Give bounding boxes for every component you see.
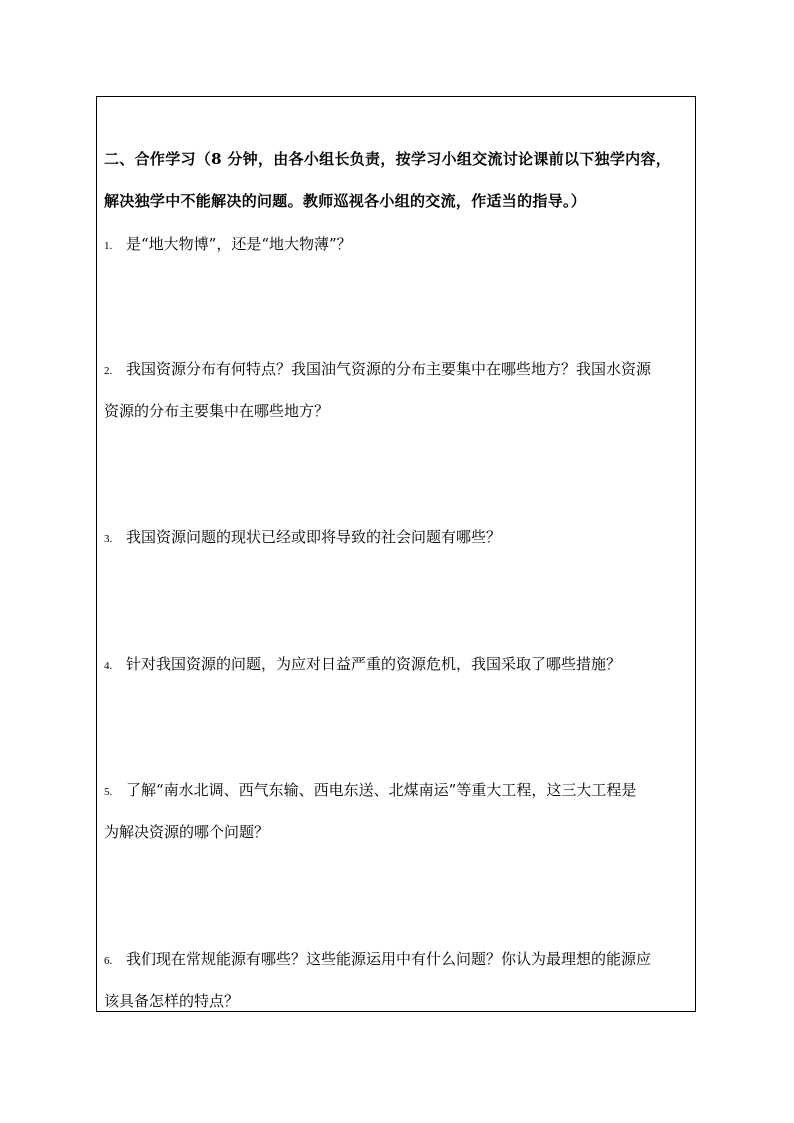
question-6 <box>104 949 651 971</box>
question-6-text: 我们现在常规能源有哪些？这些能源运用中有什么问题？你认为最理想的能源应 <box>126 950 652 968</box>
question-5-text: 了解“南水北调、西气东输、西电东送、北煤南运”等重大工程，这三大工程是 <box>126 781 637 799</box>
question-2-number: 2. <box>104 365 113 377</box>
question-2 <box>104 359 651 381</box>
question-5 <box>104 780 636 802</box>
question-2-text: 我国资源分布有何特点？我国油气资源的分布主要集中在哪些地方？我国水资源 <box>126 360 652 378</box>
question-1 <box>104 234 352 256</box>
question-5-continued: 为解决资源的哪个问题？ <box>104 823 270 841</box>
question-1-text: 是“地大物博”，还是“地大物薄”？ <box>126 235 352 253</box>
question-4 <box>104 654 621 676</box>
question-3-number: 3. <box>104 533 113 545</box>
question-1-number: 1. <box>104 240 113 252</box>
question-6-number: 6. <box>104 955 113 967</box>
section-heading-line-2: 解决独学中不能解决的问题。教师巡视各小组的交流，作适当的指导。） <box>104 192 587 210</box>
question-5-number: 5. <box>104 786 113 798</box>
question-4-text: 针对我国资源的问题，为应对日益严重的资源危机，我国采取了哪些措施？ <box>126 655 622 673</box>
question-3 <box>104 527 501 549</box>
question-2-continued: 资源的分布主要集中在哪些地方？ <box>104 402 330 420</box>
question-4-number: 4. <box>104 660 113 672</box>
question-6-continued: 该具备怎样的特点？ <box>104 992 240 1010</box>
question-3-text: 我国资源问题的现状已经或即将导致的社会问题有哪些？ <box>126 528 502 546</box>
section-heading-line-1: 二、合作学习（8 分钟，由各小组长负责，按学习小组交流讨论课前以下独学内容， <box>104 150 672 168</box>
